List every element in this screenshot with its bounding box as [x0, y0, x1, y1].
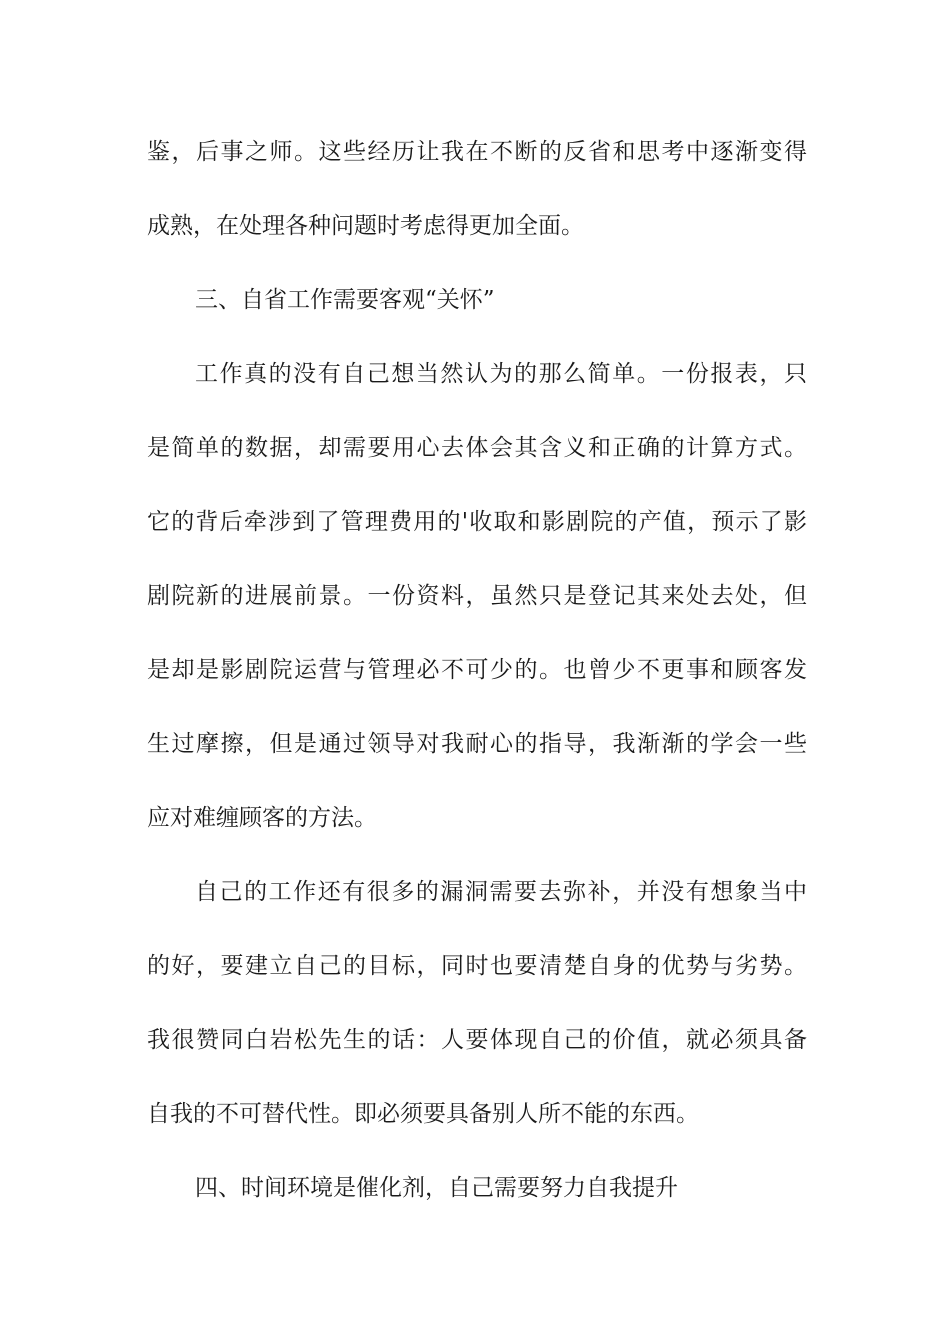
paragraph-line-1: 鉴，后事之师。这些经历让我在不断的反省和思考中逐渐变得: [147, 139, 807, 165]
paragraph-line-14: 自我的不可替代性。即必须要具备别人所不能的东西。: [147, 1101, 699, 1127]
paragraph-line-10: 应对难缠顾客的方法。: [147, 805, 377, 831]
section-heading-4: 四、时间环境是催化剂，自己需要努力自我提升: [195, 1175, 678, 1201]
paragraph-line-12: 的好，要建立自己的目标，同时也要清楚自身的优势与劣势。: [147, 953, 807, 979]
paragraph-line-7: 剧院新的进展前景。一份资料，虽然只是登记其来处去处，但: [147, 583, 807, 609]
paragraph-line-9: 生过摩擦，但是通过领导对我耐心的指导，我渐渐的学会一些: [147, 731, 807, 757]
paragraph-line-11: 自己的工作还有很多的漏洞需要去弥补，并没有想象当中: [195, 879, 807, 905]
paragraph-line-5: 是简单的数据，却需要用心去体会其含义和正确的计算方式。: [147, 435, 807, 461]
paragraph-line-4: 工作真的没有自己想当然认为的那么简单。一份报表，只: [195, 361, 807, 387]
paragraph-line-2: 成熟，在处理各种问题时考虑得更加全面。: [147, 213, 584, 239]
paragraph-line-13: 我很赞同白岩松先生的话：人要体现自己的价值，就必须具备: [147, 1027, 807, 1053]
paragraph-line-6: 它的背后牵涉到了管理费用的'收取和影剧院的产值，预示了影: [147, 509, 807, 535]
paragraph-line-8: 是却是影剧院运营与管理必不可少的。也曾少不更事和顾客发: [147, 657, 807, 683]
section-heading-3: 三、自省工作需要客观“关怀”: [195, 287, 495, 313]
